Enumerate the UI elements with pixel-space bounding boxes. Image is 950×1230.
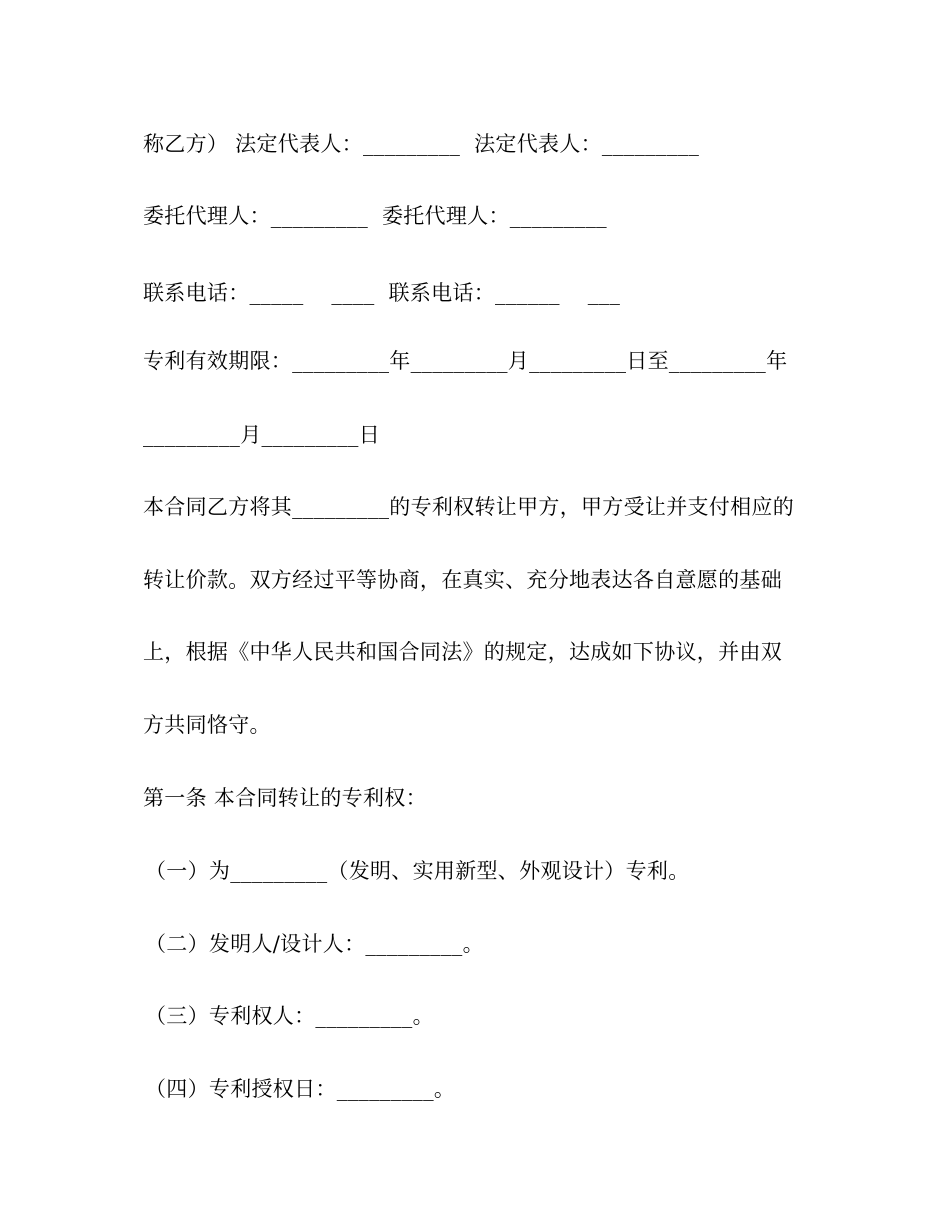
article-one-heading: 第一条 本合同转让的专利权： bbox=[143, 786, 427, 810]
preamble-paragraph-line-3: 上，根据《中华人民共和国合同法》的规定，达成如下协议，并由双 bbox=[143, 640, 782, 664]
patent-validity-period-end-line: _________月_________日 bbox=[143, 423, 380, 447]
preamble-paragraph-line-2: 转让价款。双方经过平等协商，在真实、充分地表达各自意愿的基础 bbox=[143, 568, 782, 592]
article-one-item-2: （二）发明人/设计人：_________。 bbox=[145, 932, 484, 956]
contact-phone-line: 联系电话：_____ ____ 联系电话：______ ___ bbox=[143, 281, 621, 305]
article-one-item-3: （三）专利权人：_________。 bbox=[145, 1004, 434, 1028]
article-one-item-4: （四）专利授权日：_________。 bbox=[145, 1077, 456, 1101]
patent-validity-period-line: 专利有效期限：_________年_________月_________日至_________年 bbox=[143, 349, 788, 373]
party-b-legal-representative-line: 称乙方） 法定代表人：_________ 法定代表人：_________ bbox=[143, 132, 700, 156]
preamble-paragraph-line-1: 本合同乙方将其_________的专利权转让甲方，甲方受让并支付相应的 bbox=[143, 495, 794, 519]
article-one-item-1: （一）为_________（发明、实用新型、外观设计）专利。 bbox=[145, 859, 690, 883]
authorized-agent-line: 委托代理人：_________ 委托代理人：_________ bbox=[143, 204, 607, 228]
preamble-paragraph-line-4: 方共同恪守。 bbox=[143, 713, 271, 737]
